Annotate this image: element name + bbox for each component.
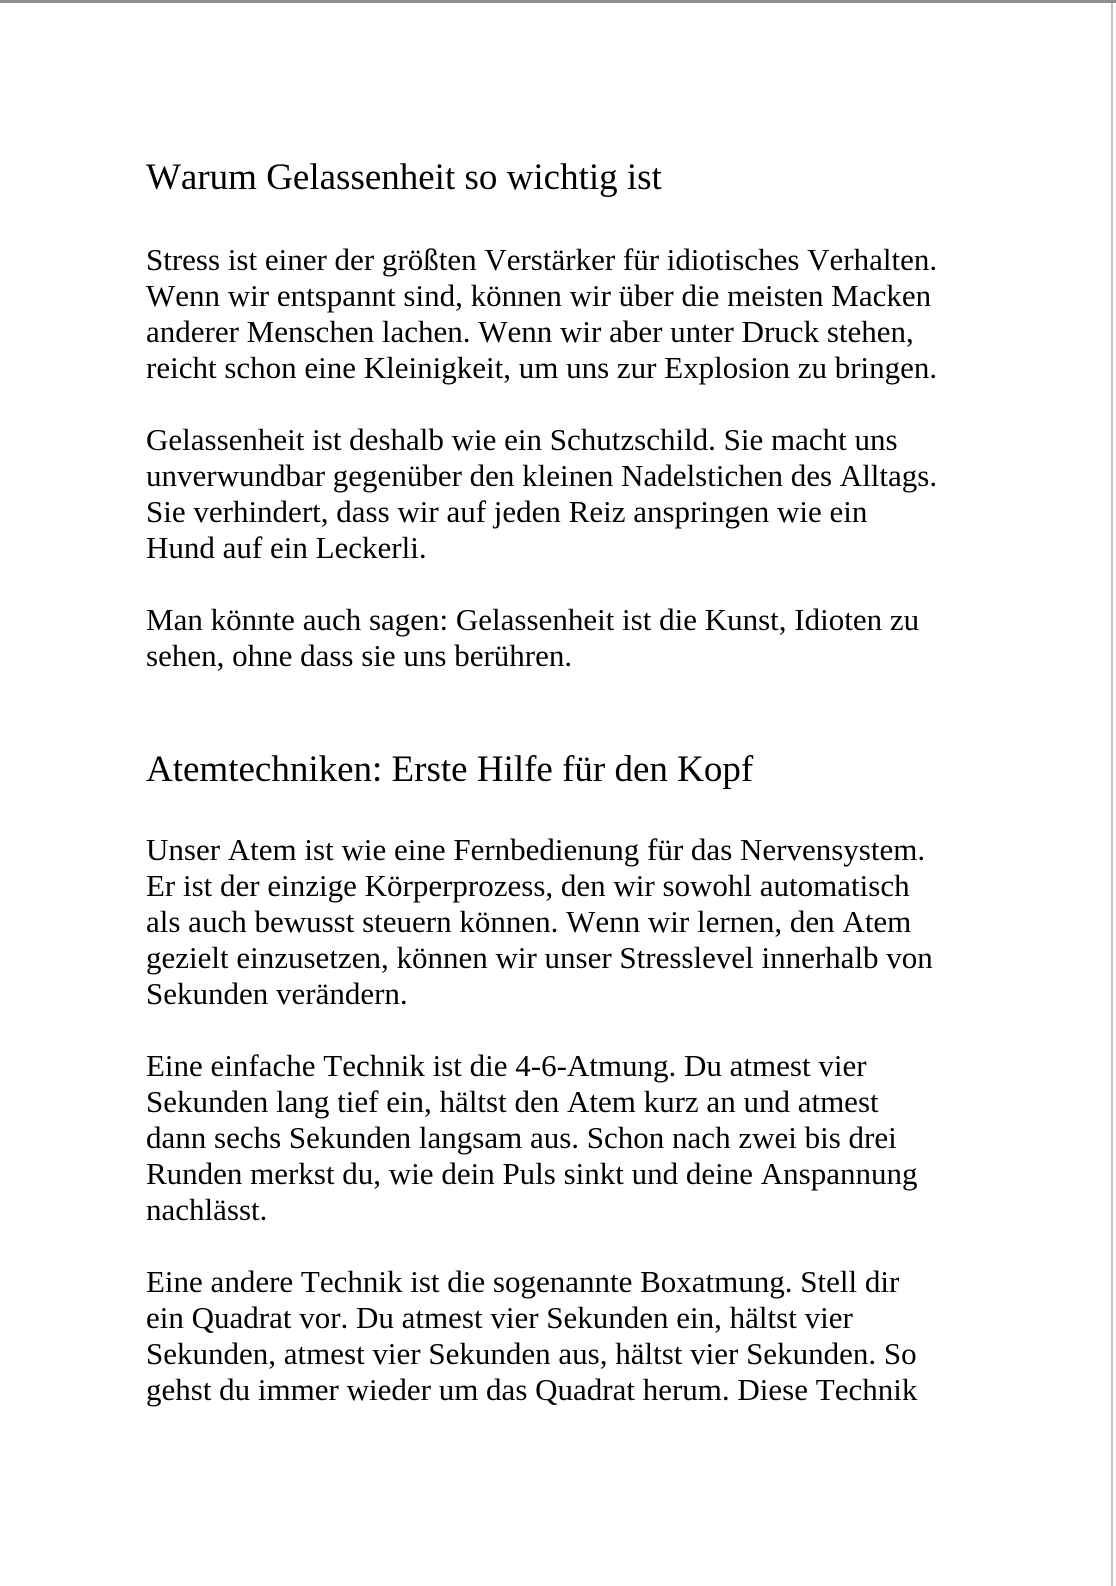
section-heading: Warum Gelassenheit so wichtig ist [146, 157, 662, 198]
paragraph: Eine einfache Technik ist die 4-6-Atmung. Du atmest vier Sekunden lang tief ein, hältst den Atem kurz an und atmest dann sechs Sekunden langsam aus. Schon nach zwei bis drei Runden merkst du, wie dein Puls sinkt und deine Anspannung nachlässt. [146, 1048, 918, 1227]
section-heading: Atemtechniken: Erste Hilfe für den Kopf [146, 749, 754, 790]
section-atemtechniken [146, 748, 941, 1408]
paragraph: Eine andere Technik ist die sogenannte Boxatmung. Stell dir ein Quadrat vor. Du atmest vier Sekunden ein, hältst vier Sekunden, atmest vier Sekunden aus, hältst vier Sekunden. So gehst du immer wieder um das Quadrat herum. Diese Technik [146, 1264, 918, 1407]
page-content [146, 0, 941, 1444]
page-right-edge [1111, 3, 1113, 1586]
section-gelassenheit [146, 156, 941, 674]
paragraph: Unser Atem ist wie eine Fernbedienung für das Nervensystem. Er ist der einzige Körperprozess, den wir sowohl automatisch als auch bewusst steuern können. Wenn wir lernen, den Atem gezielt einzusetzen, können wir unser Stresslevel innerhalb von Sekunden verändern. [146, 832, 933, 1011]
paragraph: Man könnte auch sagen: Gelassenheit ist die Kunst, Idioten zu sehen, ohne dass sie uns berühren. [146, 602, 920, 673]
paragraph: Gelassenheit ist deshalb wie ein Schutzschild. Sie macht uns unverwundbar gegenüber den kleinen Nadelstichen des Alltags. Sie verhindert, dass wir auf jeden Reiz anspringen wie ein Hund auf ein Leckerli. [146, 422, 938, 565]
paragraph: Stress ist einer der größten Verstärker für idiotisches Verhalten. Wenn wir entspannt sind, können wir über die meisten Macken anderer Menschen lachen. Wenn wir aber unter Druck stehen, reicht schon eine Kleinigkeit, um uns zur Explosion zu bringen. [146, 242, 938, 385]
